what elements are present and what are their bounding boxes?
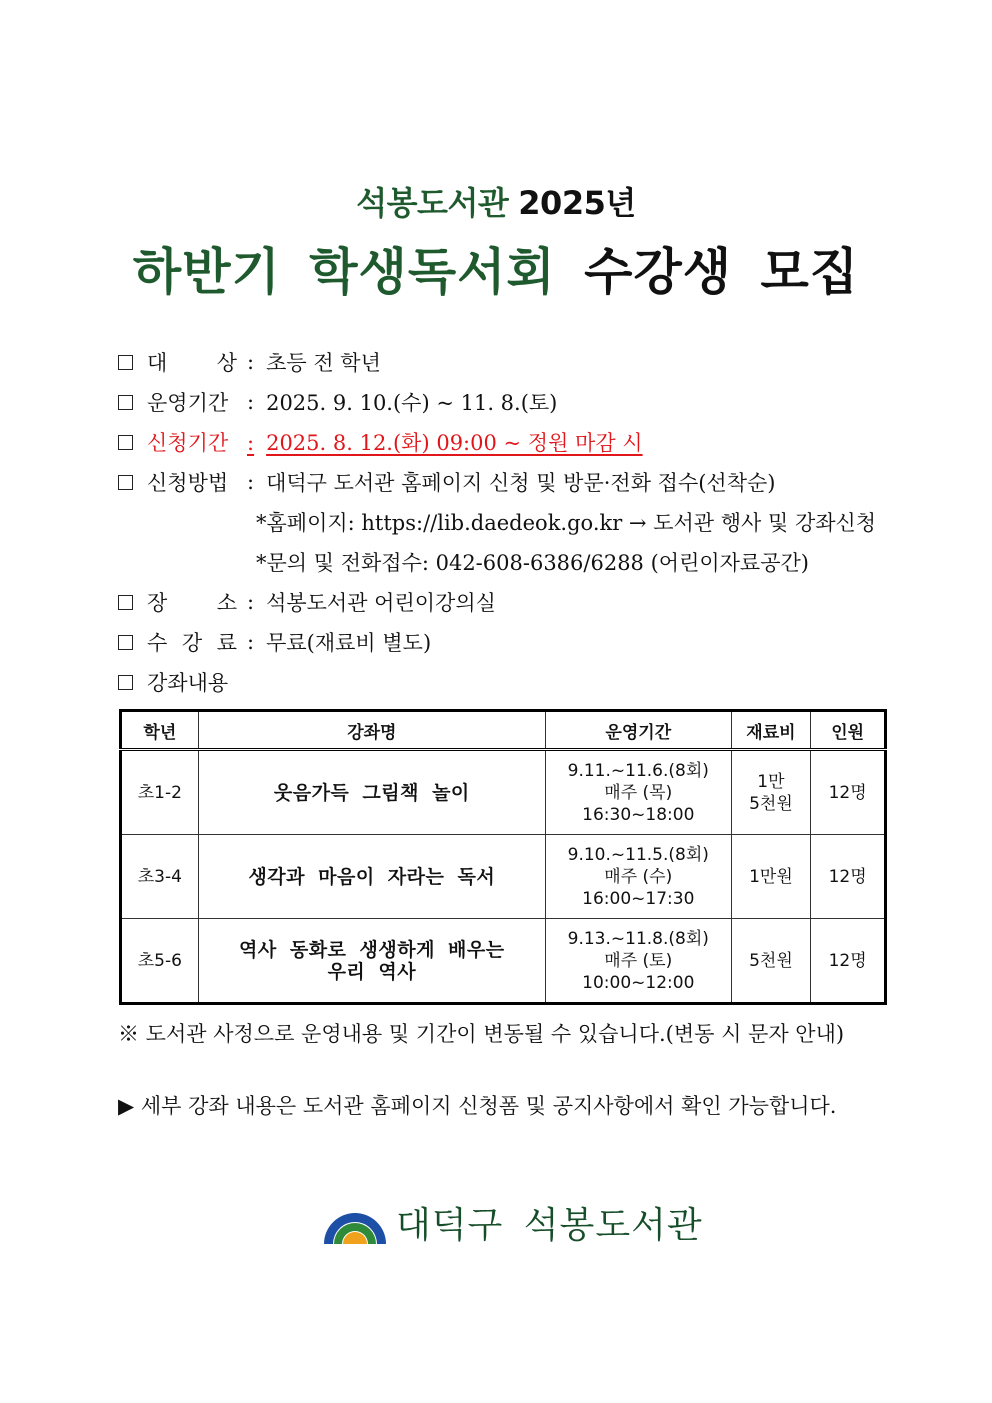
cell-fee: 1만원 [731,835,811,919]
cell-grade: 초1-2 [121,750,199,835]
detail-text: ▶ 세부 강좌 내용은 도서관 홈페이지 신청폼 및 공지사항에서 확인 가능합니다. [118,1094,837,1118]
info-content [118,662,918,702]
table-header-row [121,711,886,750]
colon: : [247,431,255,455]
apply-period-highlight [147,427,643,457]
info-apply-method [118,462,918,502]
cell-period: 9.13.~11.8.(8회) 매주 (토) 10:00~12:00 [545,919,731,1004]
colon: : [247,590,255,614]
apply-period-label: 신청기간 [147,431,229,455]
period-value: 2025. 9. 10.(수) ~ 11. 8.(토) [266,391,558,415]
lecture-table [119,709,887,1005]
table-row [121,750,886,835]
cell-name: 생각과 마음이 자라는 독서 [198,835,545,919]
cell-period: 9.10.~11.5.(8회) 매주 (수) 16:00~17:30 [545,835,731,919]
info-list [118,342,918,702]
library-name: 석봉도서관 [356,184,509,222]
header-subtitle [0,178,992,224]
target-label: 대 상 [147,351,237,375]
header-count: 인원 [811,711,886,750]
cell-name: 웃음가득 그림책 놀이 [198,750,545,835]
table-row [121,919,886,1004]
apply-method-value: 대덕구 도서관 홈페이지 신청 및 방문·전화 접수(선착순) [266,471,776,495]
header-period: 운영기간 [545,711,731,750]
place-label: 장 소 [147,591,237,615]
content-label: 강좌내용 [147,671,229,695]
cell-grade: 초3-4 [121,835,199,919]
logo-text: 대덕구 석봉도서관 [396,1204,703,1246]
cell-grade: 초5-6 [121,919,199,1004]
cell-count: 12명 [811,919,886,1004]
daedeok-logo-icon [322,1198,388,1246]
info-period [118,382,918,422]
place-value: 석봉도서관 어린이강의실 [266,591,496,615]
table-row [121,835,886,919]
checkbox-icon [118,355,133,370]
colon: : [247,630,255,654]
apply-method-label: 신청방법 [147,471,229,495]
checkbox-icon [118,595,133,610]
cell-period: 9.11.~11.6.(8회) 매주 (목) 16:30~18:00 [545,750,731,835]
info-apply-period [118,422,918,462]
title-black: 수강생 모집 [584,243,860,301]
notice-text: ※ 도서관 사정으로 운영내용 및 기간이 변동될 수 있습니다.(변동 시 문자 안내) [118,1022,845,1046]
checkbox-icon [118,475,133,490]
checkbox-icon [118,635,133,650]
fee-value: 무료(재료비 별도) [266,631,432,655]
header-grade: 학년 [121,711,199,750]
library-logo [322,1192,703,1252]
colon: : [247,350,255,374]
info-target [118,342,918,382]
colon: : [247,470,255,494]
homepage-line: *홈페이지: https://lib.daedeok.go.kr → 도서관 행사 및 강좌신청 [256,511,877,535]
cell-count: 12명 [811,835,886,919]
info-place [118,582,918,622]
target-value: 초등 전 학년 [266,351,381,375]
page-title [0,232,992,304]
cell-fee: 5천원 [731,919,811,1004]
colon: : [247,390,255,414]
checkbox-icon [118,395,133,410]
period-label: 운영기간 [147,391,229,415]
checkbox-icon [118,675,133,690]
contact-line: *문의 및 전화접수: 042-608-6386/6288 (어린이자료공간) [256,551,809,575]
header-name: 강좌명 [198,711,545,750]
fee-label: 수 강 료 [147,631,237,655]
apply-period-value: 2025. 8. 12.(화) 09:00 ~ 정원 마감 시 [266,431,643,455]
header-fee: 재료비 [731,711,811,750]
cell-count: 12명 [811,750,886,835]
cell-name: 역사 동화로 생생하게 배우는 우리 역사 [198,919,545,1004]
cell-fee: 1만 5천원 [731,750,811,835]
info-fee [118,622,918,662]
checkbox-icon [118,435,133,450]
title-green: 하반기 학생독서회 [132,243,556,301]
year-text: 2025년 [518,184,636,222]
